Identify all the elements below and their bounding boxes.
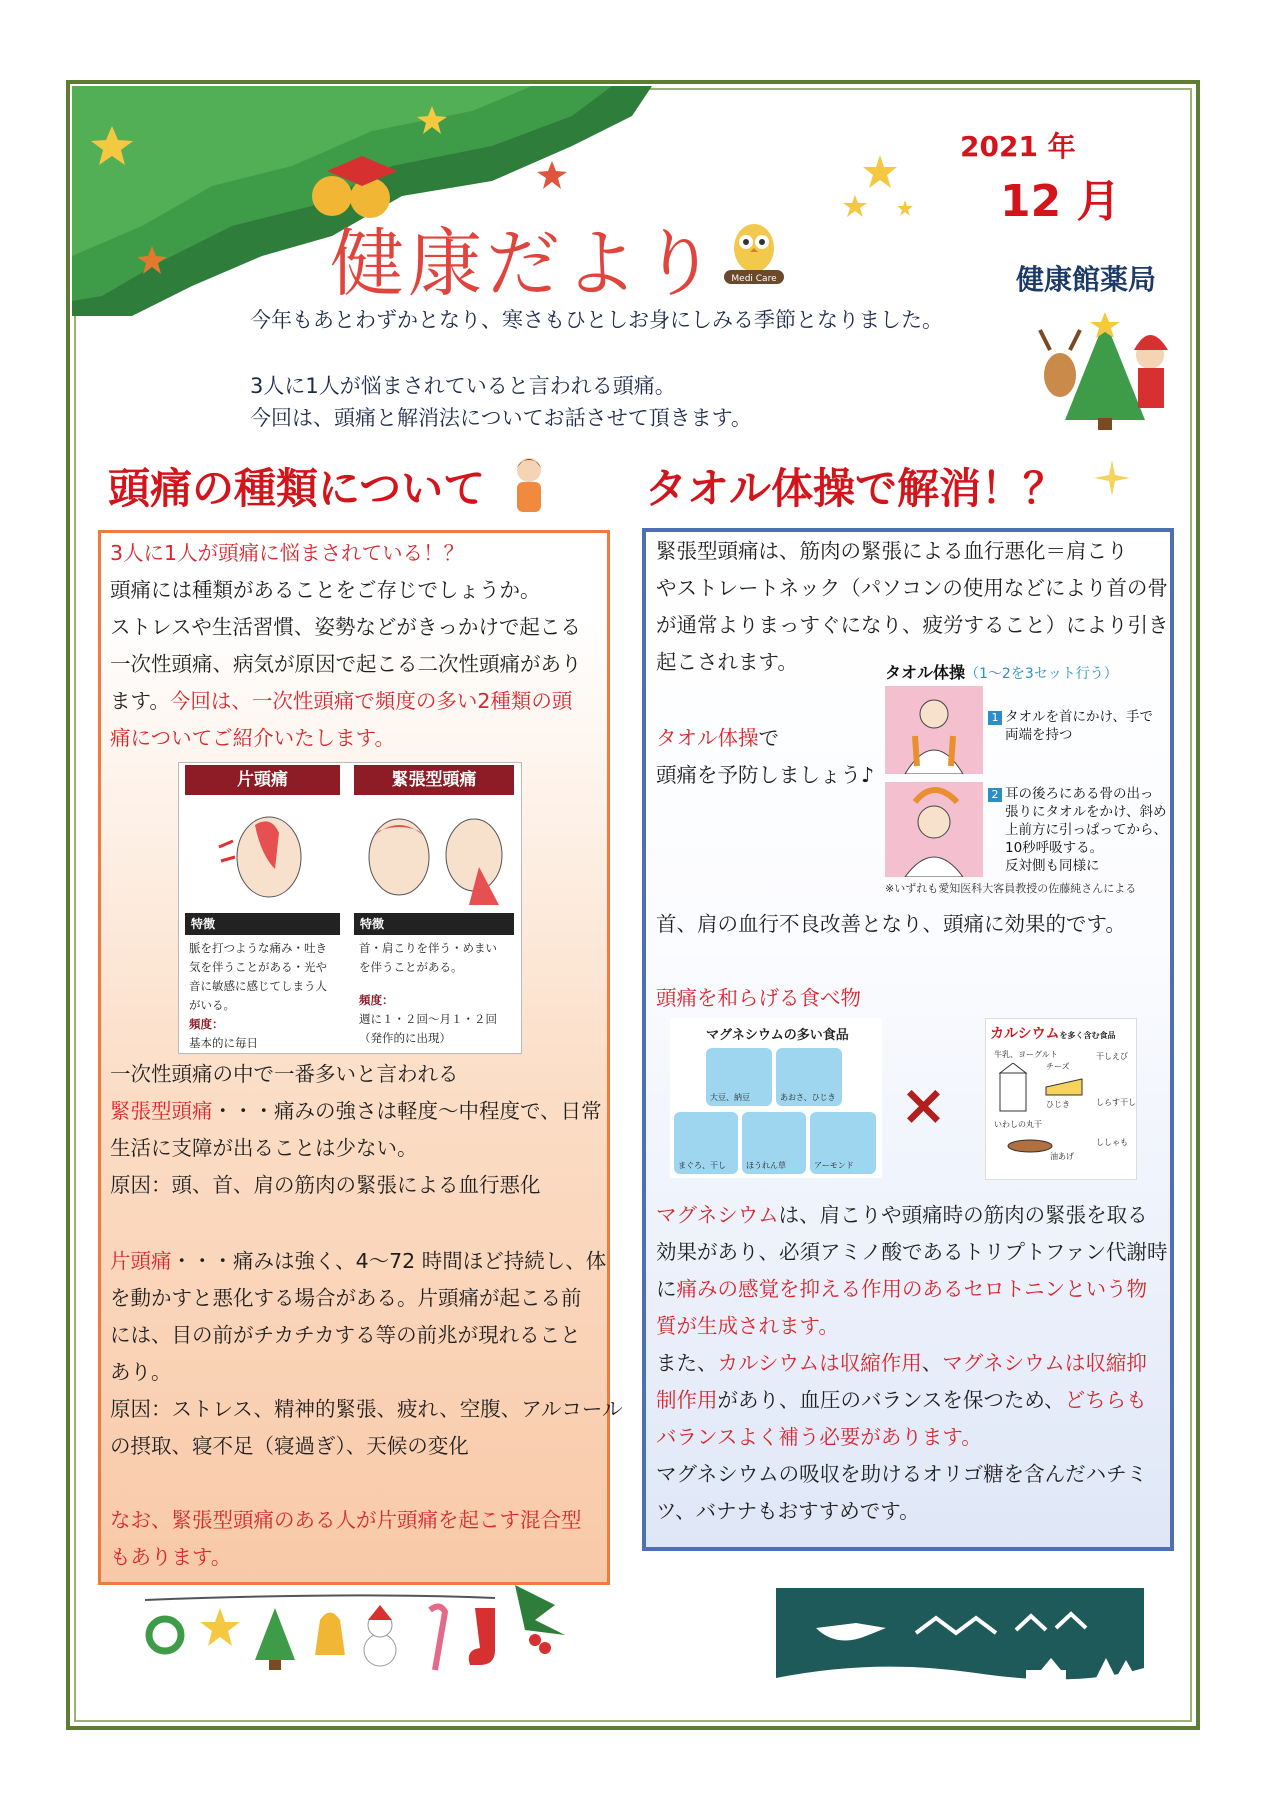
right-line: が通常よりまっすぐになり、疲労すること）により引き bbox=[656, 613, 1169, 637]
magnesium-text-1 bbox=[656, 1197, 1148, 1234]
issue-month: 12 月 bbox=[1000, 176, 1121, 227]
desc-line: がいる。 bbox=[189, 998, 235, 1012]
fish-icon bbox=[1006, 1131, 1056, 1161]
tension-cause: 原因：頭、首、肩の筋肉の緊張による血行悪化 bbox=[110, 1173, 541, 1197]
cal-highlight: カルシウムは収縮作用 bbox=[717, 1351, 922, 1375]
desc-line: 気を伴うことがある・光や bbox=[189, 960, 327, 974]
headache-person-icon bbox=[508, 452, 550, 514]
cal-highlight: どちらも bbox=[1064, 1388, 1147, 1412]
right-line: 起こされます。 bbox=[656, 650, 798, 674]
cal-item: 牛乳、ヨーグルト bbox=[994, 1050, 1058, 1059]
cal-highlight: マグネシウムは収縮抑 bbox=[942, 1351, 1147, 1375]
cal-item: 干しえび bbox=[1096, 1052, 1128, 1061]
left-section-heading: 頭痛の種類について bbox=[108, 464, 486, 513]
migraine-cause-2: の摂取、寝不足（寝過ぎ）、天候の変化 bbox=[110, 1434, 469, 1458]
mag-item: 大豆、納豆 bbox=[710, 1093, 750, 1102]
step-line bbox=[988, 708, 1153, 726]
intro-line-2: 3人に1人が悩まされていると言われる頭痛。 bbox=[250, 374, 676, 398]
mag-highlight: 痛みの感覚を抑える作用のあるセロトニンという物 bbox=[676, 1277, 1148, 1301]
desc-line: 脈を打つような痛み・吐き bbox=[189, 941, 327, 955]
migraine-desc-1 bbox=[110, 1243, 606, 1280]
left-line-highlight: 今回は、一次性頭痛で頻度の多い2種類の頭 bbox=[169, 689, 573, 713]
step2-line: 張りにタオルをかけ、斜め bbox=[1005, 804, 1167, 820]
towel-exercise-line bbox=[656, 720, 779, 757]
migraine-text: ・・・痛みは強く、4〜72 時間ほど持続し、体 bbox=[171, 1249, 607, 1273]
towel-figure-caption bbox=[885, 660, 1118, 683]
step2-line: 10秒呼吸する。 bbox=[1005, 840, 1104, 856]
magnesium-text-3 bbox=[656, 1271, 1147, 1308]
migraine-cause-1: 原因：ストレス、精神的緊張、疲れ、空腹、アルコール bbox=[110, 1397, 623, 1421]
cal-text: があり、血圧のバランスを保つため、 bbox=[717, 1388, 1065, 1412]
caption-title: タオル体操 bbox=[885, 663, 966, 682]
christmas-garland-decoration bbox=[135, 1580, 575, 1700]
step2-line: 上前方に引っぱってから、 bbox=[1005, 822, 1167, 838]
card-tension-title: 緊張型頭痛 bbox=[354, 765, 514, 795]
cal-title-main: カルシウム bbox=[990, 1026, 1060, 1042]
magnesium-foods-image bbox=[670, 1018, 882, 1178]
cal-item: チーズ bbox=[1046, 1062, 1070, 1071]
mixed-type-note-2: もあります。 bbox=[110, 1545, 232, 1569]
towel-step2-image bbox=[885, 782, 983, 877]
mag-text: に bbox=[656, 1277, 677, 1301]
mag-item: アーモンド bbox=[814, 1161, 854, 1170]
mag-title: マグネシウムの多い食品 bbox=[706, 1028, 849, 1043]
cal-title-sub: を多く含む食品 bbox=[1059, 1031, 1116, 1040]
card-feature-label: 特徴 bbox=[354, 913, 514, 935]
milk-icon bbox=[994, 1063, 1034, 1113]
towel-text: で bbox=[758, 726, 779, 750]
caption-range: （1〜2を3セット行う） bbox=[965, 666, 1118, 682]
mag-item: あおさ、ひじき bbox=[780, 1093, 836, 1102]
towel-step1-text bbox=[988, 708, 1153, 744]
intro-line-3: 今回は、頭痛と解消法についてお話させて頂きます。 bbox=[250, 406, 752, 430]
left-line: 一次性頭痛、病気が原因で起こる二次性頭痛があり bbox=[110, 652, 582, 676]
times-symbol: × bbox=[900, 1073, 947, 1138]
towel-exercise-line-2: 頭痛を予防しましょう♪ bbox=[656, 763, 875, 787]
freq-label: 頻度： bbox=[189, 1017, 224, 1031]
calcium-text-2 bbox=[656, 1382, 1147, 1419]
step1-line: 両端を持つ bbox=[1005, 727, 1073, 743]
towel-label: タオル体操 bbox=[656, 726, 759, 750]
cal-text: また、 bbox=[656, 1351, 718, 1375]
towel-step2-text bbox=[988, 785, 1167, 875]
santa-sleigh-banner bbox=[776, 1588, 1144, 1698]
owl-mascot-icon bbox=[718, 218, 790, 288]
left-line-inline bbox=[110, 683, 572, 720]
freq-value: 週に１・２回〜月１・２回 bbox=[359, 1012, 497, 1026]
towel-effect: 首、肩の血行不良改善となり、頭痛に効果的です。 bbox=[656, 912, 1126, 936]
card-feature-label: 特徴 bbox=[185, 913, 340, 935]
mag-text: は、肩こりや頭痛時の筋肉の緊張を取る bbox=[778, 1203, 1148, 1227]
migraine-face-icon bbox=[209, 807, 319, 907]
tension-intro: 一次性頭痛の中で一番多いと言われる bbox=[110, 1062, 459, 1086]
left-line-highlight: 痛についてご紹介いたします。 bbox=[110, 726, 395, 750]
towel-step1-image bbox=[885, 686, 983, 774]
tension-face-icon bbox=[359, 807, 509, 907]
magnesium-text-4: 質が生成されます。 bbox=[656, 1314, 839, 1338]
desc-line: 首・肩こりを伴う・めまい bbox=[359, 941, 497, 955]
cal-item: ひじき bbox=[1046, 1100, 1070, 1109]
step2-number: 2 bbox=[988, 788, 1002, 802]
left-line: 頭痛には種類があることをご存じでしょうか。 bbox=[110, 578, 541, 602]
cal-highlight: 制作用 bbox=[656, 1388, 718, 1412]
calcium-text-3: バランスよく補う必要があります。 bbox=[656, 1425, 982, 1449]
honey-text-2: ツ、バナナもおすすめです。 bbox=[656, 1499, 920, 1523]
card-migraine-desc bbox=[189, 939, 327, 1053]
cal-title bbox=[990, 1023, 1116, 1043]
cal-item: しらす干し bbox=[1096, 1098, 1136, 1107]
mixed-type-note-1: なお、緊張型頭痛のある人が片頭痛を起こす混合型 bbox=[110, 1508, 582, 1532]
migraine-desc-2: を動かすと悪化する場合がある。片頭痛が起こる前 bbox=[110, 1286, 582, 1310]
christmas-tree-santa-icon bbox=[1030, 310, 1180, 435]
migraine-desc-3: には、目の前がチカチカする等の前兆が現れること bbox=[110, 1323, 581, 1347]
card-tension-desc bbox=[359, 939, 497, 1048]
left-lead: 3人に1人が頭痛に悩まされている！？ bbox=[110, 541, 465, 565]
desc-line: を伴うことがある。 bbox=[359, 960, 463, 974]
food-heading: 頭痛を和らげる食べ物 bbox=[656, 986, 861, 1010]
intro-line-1: 今年もあとわずかとなり、寒さもひとしお身にしみる季節となりました。 bbox=[250, 308, 943, 332]
cal-text: 、 bbox=[921, 1351, 943, 1375]
left-line-part: ます。 bbox=[110, 689, 170, 713]
mag-item: まぐろ、干し bbox=[678, 1161, 726, 1170]
magnesium-text-2: 効果があり、必須アミノ酸であるトリプトファン代謝時 bbox=[656, 1240, 1168, 1264]
cheese-icon bbox=[1044, 1071, 1084, 1097]
issue-year: 2021 年 bbox=[960, 130, 1076, 163]
step1-number: 1 bbox=[988, 711, 1002, 725]
pharmacy-name: 健康館薬局 bbox=[1016, 263, 1157, 296]
left-line: ストレスや生活習慣、姿勢などがきっかけで起こる bbox=[110, 615, 581, 639]
freq-value: 基本的に毎日 bbox=[189, 1036, 258, 1050]
magnesium-label: マグネシウム bbox=[656, 1203, 779, 1227]
cal-item: ししゃも bbox=[1096, 1138, 1128, 1147]
card-migraine-title: 片頭痛 bbox=[185, 765, 340, 795]
tension-text: ・・・痛みの強さは軽度〜中程度で、日常 bbox=[212, 1099, 602, 1123]
newsletter-title: 健康だより bbox=[330, 221, 720, 307]
tension-desc-2: 生活に支障が出ることは少ない。 bbox=[110, 1136, 418, 1160]
cal-item: いわしの丸干 bbox=[994, 1120, 1042, 1129]
honey-text-1: マグネシウムの吸収を助けるオリゴ糖を含んだハチミ bbox=[656, 1462, 1148, 1486]
right-section-heading: タオル体操で解消！？ bbox=[645, 464, 1066, 513]
tension-label: 緊張型頭痛 bbox=[110, 1099, 213, 1123]
sparkle-icon bbox=[1092, 458, 1132, 498]
migraine-label: 片頭痛 bbox=[110, 1249, 172, 1273]
stars-icon bbox=[840, 150, 920, 230]
figure-credit: ※いずれも愛知医科大客員教授の佐藤純さんによる bbox=[885, 882, 1137, 895]
calcium-text-1 bbox=[656, 1345, 1147, 1382]
step1-line: タオルを首にかけ、手で bbox=[1005, 709, 1153, 725]
step2-line: 耳の後ろにある骨の出っ bbox=[1005, 786, 1154, 802]
headache-types-card bbox=[178, 762, 522, 1054]
step2-line: 反対側も同様に bbox=[1005, 858, 1100, 874]
freq-label: 頻度： bbox=[359, 993, 394, 1007]
cal-item: 油あげ bbox=[1050, 1152, 1074, 1161]
migraine-desc-4: あり。 bbox=[110, 1360, 172, 1384]
step-line bbox=[988, 785, 1167, 803]
freq-value: （発作的に出現） bbox=[359, 1031, 451, 1045]
right-line: やストレートネック（パソコンの使用などにより首の骨 bbox=[656, 576, 1168, 600]
desc-line: 音に敏感に感じてしまう人 bbox=[189, 979, 327, 993]
owl-label: Medi Care bbox=[731, 274, 777, 284]
mag-item: ほうれん草 bbox=[746, 1161, 786, 1170]
tension-desc-1 bbox=[110, 1093, 602, 1130]
calcium-foods-image bbox=[985, 1018, 1137, 1180]
right-line: 緊張型頭痛は、筋肉の緊張による血行悪化＝肩こり bbox=[656, 539, 1128, 563]
